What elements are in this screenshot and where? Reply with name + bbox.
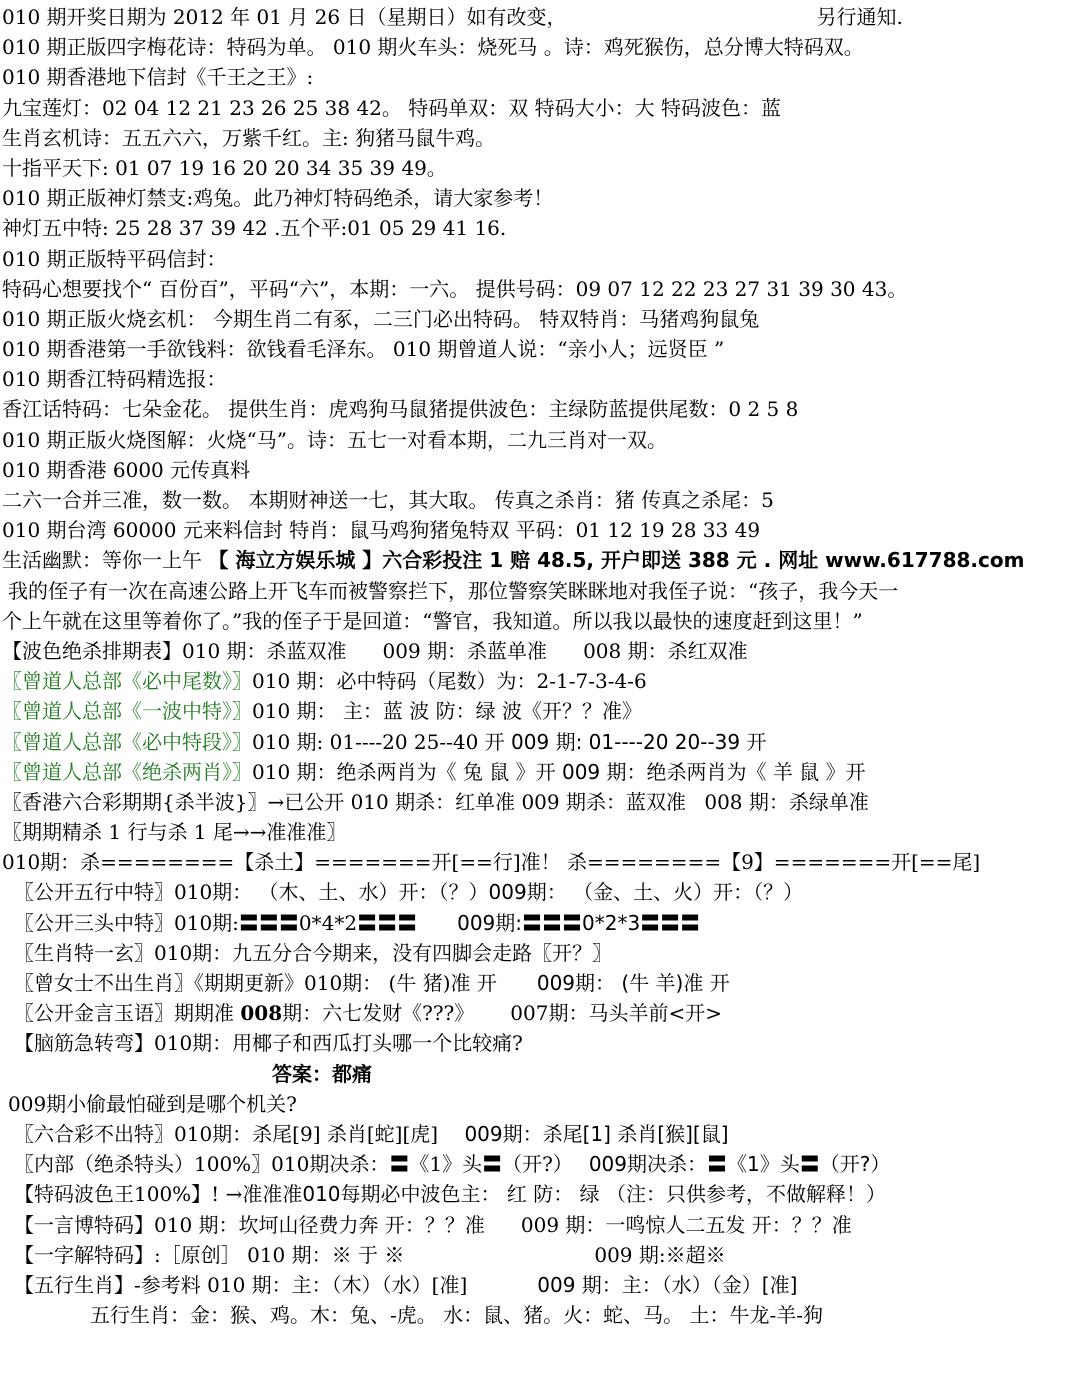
text-segment: 010 期：绝杀两肖为《 兔 鼠 》开 [252, 759, 562, 784]
text-segment: 二六一合并三准，数一数。 本期财神送一七，其大取。 传真之杀肖：猪 传真之杀尾：5 [2, 488, 774, 512]
text-line [0, 636, 1066, 666]
text-segment: 007期：马头羊前<开> [510, 1001, 722, 1026]
text-line [0, 1119, 1066, 1149]
text-line [0, 485, 1066, 515]
text-segment: 010 期： 主：蓝 波 防：绿 波《开？？准》 [252, 699, 642, 724]
text-segment: 010 期香港地下信封《千王之王》: [2, 65, 314, 90]
text-segment: 〖曾女士不出生肖〗《期期更新》010期： (牛 猪)准 开 [14, 971, 497, 995]
text-line [0, 1059, 1066, 1089]
text-segment: 特码心想要找个“ 百份百”，平码“六”，本期：一六。 提供号码：09 07 12 22 23 27 31 39 30 43。 [2, 276, 908, 301]
text-line [0, 998, 1066, 1028]
text-segment: 〖生肖特一玄〗010期：九五分合今期来，没有四脚会走路〖开？〗 [14, 940, 613, 965]
text-segment: 010 期: 01----20 25--40 开 [252, 729, 512, 754]
text-line [0, 123, 1066, 153]
text-segment: 010 期台湾 60000 元来料信封 特肖：鼠马鸡狗猪兔特双 平码：01 12 19 28 33 49 [2, 518, 761, 543]
text-line [0, 1210, 1066, 1240]
text-line [0, 334, 1066, 364]
text-segment: 009期：杀尾[1] 杀肖[猴][鼠] [464, 1121, 729, 1146]
text-line [0, 93, 1066, 123]
text-segment: 〖公开三头中特〗010期:〓〓〓0*4*2〓〓〓 [14, 910, 418, 935]
text-segment: 期：六七发财《???》 [282, 1001, 475, 1026]
text-segment: 009 期：杀蓝单准 [382, 638, 548, 663]
text-line [0, 364, 1066, 394]
text-line [0, 847, 1066, 877]
text-line [0, 727, 1066, 757]
text-segment: 九宝莲灯：02 04 12 21 23 26 25 38 42。 特码单双：双 特码大小：大 特码波色：蓝 [2, 95, 781, 120]
text-segment: 009期决杀：〓《1》头〓（开?） [588, 1152, 891, 1177]
text-line [0, 455, 1066, 485]
text-segment: （金、土、火）开：（？） [566, 880, 804, 905]
text-segment: 【特码波色王100%】! →准准准 [14, 1182, 303, 1207]
text-segment: 〖期期精杀 1 行与杀 1 尾→→准准准〗 [2, 820, 347, 845]
text-line [0, 1179, 1066, 1209]
text-line [0, 787, 1066, 817]
text-line [0, 757, 1066, 787]
text-segment: 009 期: 01----20 20--39 开 [511, 729, 767, 754]
text-line [0, 666, 1066, 696]
text-segment: 生活幽默：等你一上午 [2, 548, 209, 573]
text-line [0, 968, 1066, 998]
text-segment: 010期：杀========【杀土】=======开[==行]准！ 杀========【9】=======开[==尾] [2, 850, 981, 875]
text-line [0, 817, 1066, 847]
text-segment: 008 期：杀红双准 [583, 638, 748, 663]
text-line [0, 1300, 1066, 1330]
text-segment: 010 期正版火烧玄机： 今期生肖二有豖，二三门必出特码。 特双特肖：马猪鸡狗鼠兔 [2, 306, 760, 331]
text-segment: 009期:〓〓〓0*2*3〓〓〓 [457, 910, 701, 935]
text-line [0, 394, 1066, 424]
text-segment: 神灯五中特: 25 28 37 39 42 .五个平:01 05 29 41 16. [2, 216, 507, 241]
text-line [0, 515, 1066, 545]
text-line [0, 1270, 1066, 1300]
text-segment: 【脑筋急转弯】010期：用椰子和西瓜打头哪一个比较痛? [14, 1031, 523, 1056]
text-segment: 008 [240, 1001, 283, 1026]
section-heading: 〖曾道人总部《必中特段》〗 [2, 729, 252, 754]
text-segment: 【一字解特码】:［原创］ 010 期：※ 于 ※ [14, 1242, 405, 1267]
text-segment: 答案：都痛 [272, 1061, 372, 1086]
text-line [0, 244, 1066, 274]
text-segment: 【一言博特码】010 期：坎坷山径费力奔 开：？？准 [14, 1212, 485, 1237]
text-segment: 010 期香港第一手欲钱料：欲钱看毛泽东。 010 期曾道人说：“亲小人；远贤臣 ” [2, 337, 725, 362]
text-segment: 生肖玄机诗：五五六六，万紫千红。主: 狗猪马鼠牛鸡。 [2, 125, 496, 150]
section-heading: 〖曾道人总部《绝杀两肖》〗 [2, 759, 252, 784]
text-segment: 〖香港六合彩期期{杀半波}〗→已公开 010 期杀：红单准 009 期杀：蓝双准 [2, 789, 693, 814]
text-segment: 五行生肖：金：猴、鸡。木：兔、-虎。 水：鼠、猪。火：蛇、马。 土：牛龙-羊-狗 [90, 1303, 823, 1328]
text-segment: 009期： [488, 880, 567, 905]
section-heading: 〖曾道人总部《一波中特》〗 [2, 699, 252, 724]
text-segment: 〖公开金言玉语〗期期准 [14, 1001, 241, 1026]
text-segment: 〖公开五行中特〗010期： （木、土、水）开：（？） [14, 880, 489, 905]
text-segment: 香江话特码：七朵金花。 提供生肖：虎鸡狗马鼠猪提供波色：主绿防蓝提供尾数：0 2 5 8 [2, 397, 799, 422]
text-line [0, 908, 1066, 938]
text-segment: 〖内部（绝杀特头）100%〗010期决杀：〓《1》头〓（开?） [14, 1152, 573, 1177]
text-line [0, 696, 1066, 726]
text-line [0, 1240, 1066, 1270]
text-segment: 010每期必中波色主： [302, 1182, 501, 1207]
text-segment: 个上午就在这里等着你了。”我的侄子于是回道：“警官，我知道。所以我以最快的速度赶到这里！” [2, 608, 863, 633]
text-segment: 十指平天下: 01 07 19 16 20 20 34 35 39 49。 [2, 155, 447, 180]
text-line [0, 183, 1066, 213]
text-segment: 010 期正版火烧图解：火烧“马”。诗：五七一对看本期，二九三肖对一双。 [2, 427, 667, 452]
text-segment: 红 防： 绿 （注：只供参考，不做解释！） [500, 1182, 886, 1207]
text-segment: 009 期:※超※ [594, 1242, 726, 1267]
text-segment: 010 期正版四字梅花诗：特码为单。 010 期火车头：烧死马 。诗：鸡死猴伤，总分博大特码双。 [2, 35, 864, 60]
text-segment: 【 海立方娱乐城 】六合彩投注 1 赔 48.5, 开户即送 388 元 . 网址 www.617788.com [208, 548, 1025, 573]
text-segment: 010 期香江特码精选报： [2, 367, 227, 392]
text-line [0, 274, 1066, 304]
text-line [0, 545, 1066, 575]
text-line [0, 606, 1066, 636]
text-line [0, 576, 1066, 606]
text-line [0, 32, 1066, 62]
text-line [0, 938, 1066, 968]
text-line [0, 62, 1066, 92]
text-segment: 010 期香港 6000 元传真料 [2, 457, 251, 482]
text-line [0, 1089, 1066, 1119]
text-segment: 009 期：主：（水）（金）[准] [537, 1272, 798, 1297]
text-line [0, 213, 1066, 243]
text-line [0, 1149, 1066, 1179]
text-line [0, 304, 1066, 334]
text-segment: 〖六合彩不出特〗010期：杀尾[9] 杀肖[蛇][虎] [14, 1121, 445, 1146]
text-segment: 【五行生肖】-参考料 010 期：主：（木）（水）[准] [14, 1272, 468, 1297]
text-segment: 009期： (牛 羊)准 开 [536, 971, 730, 995]
text-segment: 我的侄子有一次在高速公路上开飞车而被警察拦下，那位警察笑眯眯地对我侄子说：“孩子，我今天一 [8, 578, 899, 603]
section-heading: 〖曾道人总部《必中尾数》〗 [2, 669, 252, 694]
text-segment: 009期小偷最怕碰到是哪个机关? [8, 1091, 297, 1116]
text-segment: 010 期：必中特码（尾数）为：2-1-7-3-4-6 [252, 669, 647, 694]
text-segment: 008 期：杀绿单准 [704, 789, 869, 814]
text-segment: 010 期正版神灯禁支:鸡兔。此乃神灯特码绝杀，请大家参考！ [2, 186, 554, 211]
text-line [0, 2, 1066, 32]
text-segment: 【波色绝杀排期表】010 期：杀蓝双准 [2, 638, 347, 663]
text-line [0, 877, 1066, 907]
text-line [0, 425, 1066, 455]
text-segment: 010 期正版特平码信封： [2, 246, 227, 271]
text-segment: 009 期：绝杀两肖为《 羊 鼠 》开 [561, 759, 866, 784]
text-line [0, 1028, 1066, 1058]
text-segment: 另行通知. [816, 5, 903, 29]
text-line [0, 153, 1066, 183]
text-segment: 010 期开奖日期为 2012 年 01 月 26 日（星期日）如有改变， [2, 5, 567, 29]
text-segment: 009 期：一鸣惊人二五发 开：？？准 [520, 1212, 852, 1237]
